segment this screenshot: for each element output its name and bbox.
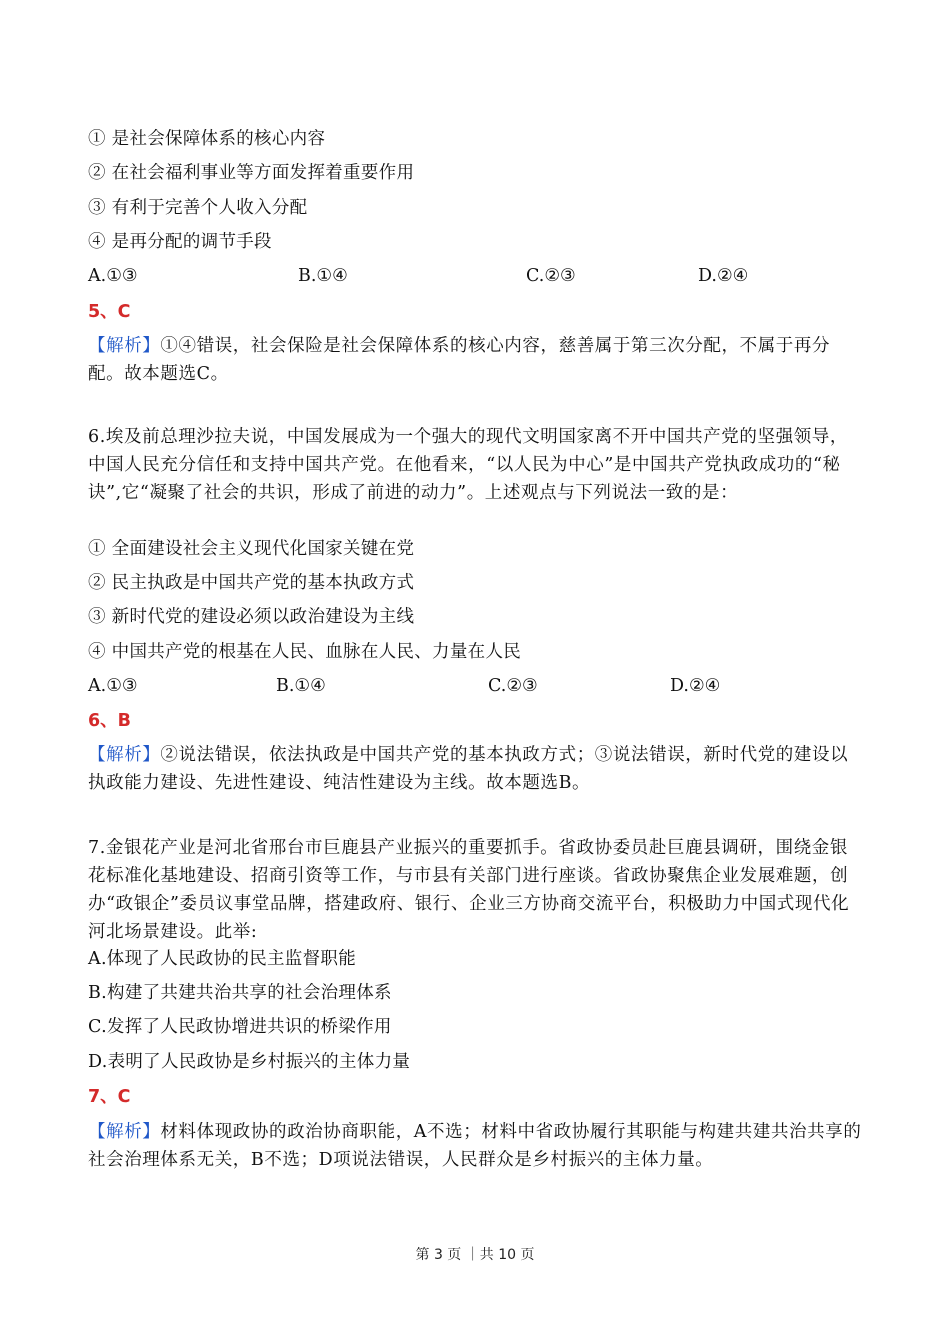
q5-choice-b: B.①④: [298, 266, 348, 286]
q5-analysis-tag: 【解析】: [88, 336, 161, 356]
q6-option-1: ① 全面建设社会主义现代化国家关键在党: [88, 539, 415, 559]
q5-answer: 5、C: [88, 302, 131, 322]
q5-analysis: [88, 332, 864, 388]
q5-choice-a: A.①③: [88, 266, 138, 286]
q7-answer: 7、C: [88, 1087, 131, 1107]
q7-option-c: C.发挥了人民政协增进共识的桥梁作用: [88, 1017, 392, 1037]
q5-option-3: ③ 有利于完善个人收入分配: [88, 198, 308, 218]
q6-analysis: [88, 741, 864, 797]
q5-option-1: ① 是社会保障体系的核心内容: [88, 129, 326, 149]
q6-option-4: ④ 中国共产党的根基在人民、血脉在人民、力量在人民: [88, 642, 522, 662]
q5-choice-c: C.②③: [526, 266, 576, 286]
q5-analysis-text: ①④错误，社会保险是社会保障体系的核心内容，慈善属于第三次分配，不属于再分配。故本题选C。: [88, 336, 831, 384]
q5-option-2: ② 在社会福利事业等方面发挥着重要作用: [88, 163, 415, 183]
q6-choice-c: C.②③: [488, 676, 538, 696]
q7-stem: 7.金银花产业是河北省邢台市巨鹿县产业振兴的重要抓手。省政协委员赴巨鹿县调研，围绕金银花标准化基地建设、招商引资等工作，与市县有关部门进行座谈。省政协聚焦企业发展难题，创办“政银企”委员议事堂品牌，搭建政府、银行、企业三方协商交流平台，积极助力中国式现代化河北场景建设。此举:: [88, 838, 850, 942]
q6-option-2: ② 民主执政是中国共产党的基本执政方式: [88, 573, 415, 593]
q7-option-d: D.表明了人民政协是乡村振兴的主体力量: [88, 1052, 411, 1072]
q7-analysis: [88, 1118, 864, 1174]
q5-option-4: ④ 是再分配的调节手段: [88, 232, 272, 252]
q6-choice-b: B.①④: [276, 676, 326, 696]
q6-answer: 6、B: [88, 711, 132, 731]
q6-stem: 6.埃及前总理沙拉夫说，中国发展成为一个强大的现代文明国家离不开中国共产党的坚强领导，中国人民充分信任和支持中国共产党。在他看来，“以人民为中心”是中国共产党执政成功的“秘诀”,它“凝聚了社会的共识，形成了前进的动力”。上述观点与下列说法一致的是：: [88, 427, 848, 503]
q7-option-b: B.构建了共建共治共享的社会治理体系: [88, 983, 392, 1003]
q6-option-3: ③ 新时代党的建设必须以政治建设为主线: [88, 607, 415, 627]
q7-analysis-tag: 【解析】: [88, 1122, 161, 1142]
q7-option-a: A.体现了人民政协的民主监督职能: [88, 949, 356, 969]
q6-choice-d: D.②④: [670, 676, 721, 696]
page-footer: 第 3 页 ｜共 10 页: [415, 1247, 535, 1263]
q6-analysis-tag: 【解析】: [88, 745, 161, 765]
q7-analysis-text: 材料体现政协的政治协商职能，A不选；材料中省政协履行其职能与构建共建共治共享的社会治理体系无关，B不选；D项说法错误，人民群众是乡村振兴的主体力量。: [88, 1122, 862, 1170]
q6-choice-a: A.①③: [88, 676, 138, 696]
q5-choice-d: D.②④: [698, 266, 749, 286]
q6-analysis-text: ②说法错误，依法执政是中国共产党的基本执政方式；③说法错误，新时代党的建设以执政能力建设、先进性建设、纯洁性建设为主线。故本题选B。: [88, 745, 849, 793]
